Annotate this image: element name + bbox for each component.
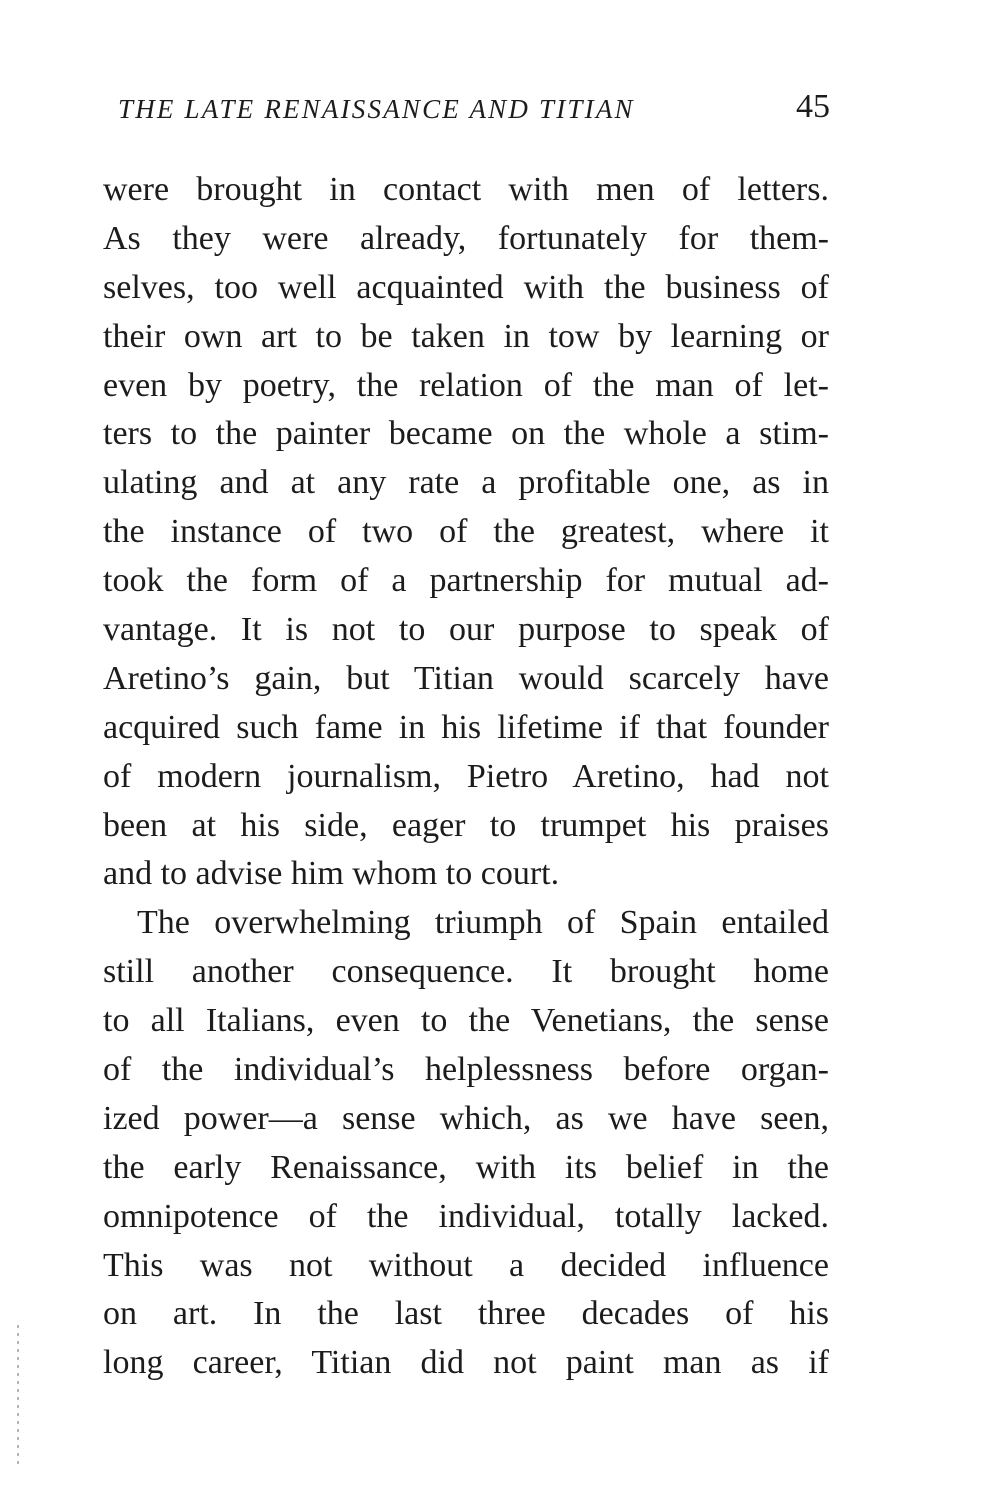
text-line: ters to the painter became on the whole a stim-: [103, 415, 829, 453]
text-line: long career, Titian did not paint man as if: [103, 1344, 829, 1382]
text-line: ized power—a sense which, as we have seen,: [103, 1099, 829, 1137]
text-line: even by poetry, the relation of the man of let-: [103, 366, 829, 404]
binding-edge-mark: [17, 1325, 19, 1465]
text-line: vantage. It is not to our purpose to speak of: [103, 611, 829, 649]
paragraph-2: [103, 899, 829, 1388]
page-body: [103, 166, 829, 1388]
text-line: their own art to be taken in tow by learning or: [103, 317, 829, 355]
text-line: of modern journalism, Pietro Aretino, had not: [103, 757, 829, 795]
text-line: ulating and at any rate a profitable one, as in: [103, 464, 829, 502]
text-line: still another consequence. It brought home: [103, 953, 829, 991]
text-line: and to advise him whom to court.: [103, 855, 560, 893]
text-line: omnipotence of the individual, totally lacked.: [103, 1197, 829, 1235]
text-line: acquired such fame in his lifetime if that founder: [103, 708, 829, 746]
text-line: As they were already, fortunately for them-: [103, 219, 829, 257]
text-line: took the form of a partnership for mutual ad-: [103, 562, 829, 600]
paragraph-1: [103, 166, 829, 899]
page-header: [118, 90, 830, 140]
text-line: the instance of two of the greatest, where it: [103, 513, 829, 551]
text-line: This was not without a decided influence: [103, 1246, 829, 1284]
text-line: Aretino’s gain, but Titian would scarcely have: [103, 659, 829, 697]
running-head: THE LATE RENAISSANCE AND TITIAN: [118, 94, 635, 124]
text-line: selves, too well acquainted with the business of: [103, 268, 829, 306]
text-line: The overwhelming triumph of Spain entailed: [137, 904, 829, 942]
text-line: to all Italians, even to the Venetians, the sense: [103, 1002, 829, 1040]
text-line: were brought in contact with men of letters.: [103, 171, 829, 208]
text-line: the early Renaissance, with its belief in the: [103, 1148, 829, 1186]
text-line: been at his side, eager to trumpet his praises: [103, 806, 829, 844]
text-line: on art. In the last three decades of his: [103, 1295, 829, 1333]
page-number: 45: [796, 88, 830, 125]
text-line: of the individual’s helplessness before organ-: [103, 1051, 829, 1089]
